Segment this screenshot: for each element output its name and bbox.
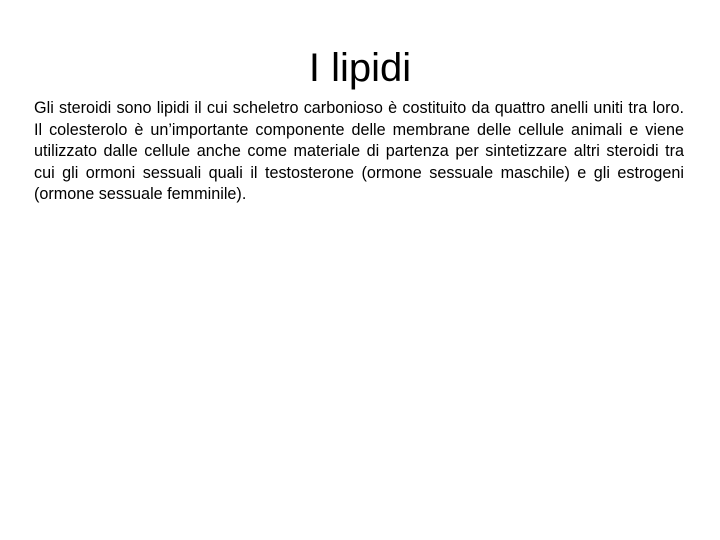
slide-body-text: Gli steroidi sono lipidi il cui scheletro carbonioso è costituito da quattro anelli uniti tra loro. Il colesterolo è un’importante componente delle membrane delle cellule animali e viene utilizzato dalle cellule anche come materiale di partenza per sintetizzare altri steroidi tra cui gli ormoni sessuali quali il testosterone (ormone sessuale maschile) e gli estrogeni (ormone sessuale femminile). xyxy=(34,99,684,204)
slide-title: I lipidi xyxy=(308,46,412,90)
